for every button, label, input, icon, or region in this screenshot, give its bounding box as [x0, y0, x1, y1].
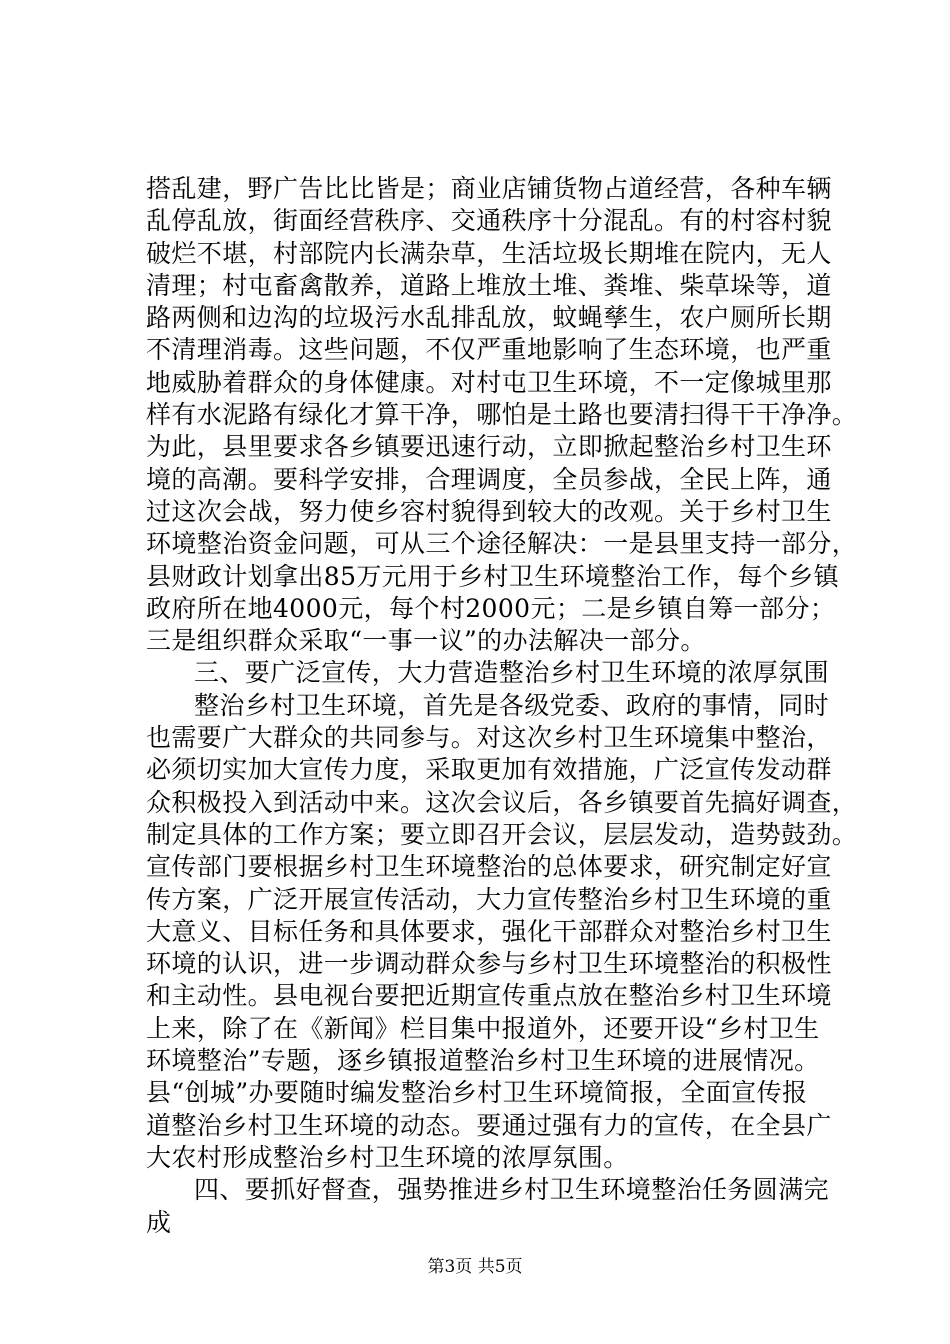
body-line: 大意义、目标任务和具体要求，强化干部群众对整治乡村卫生	[146, 916, 832, 946]
body-line: 破烂不堪，村部院内长满杂草，生活垃圾长期堆在院内，无人	[146, 238, 832, 268]
body-line: 境的高潮。要科学安排，合理调度，全员参战，全民上阵，通	[146, 464, 832, 494]
body-line: 路两侧和边沟的垃圾污水乱排乱放，蚊蝇孳生，农户厕所长期	[146, 303, 832, 333]
body-line: 不清理消毒。这些问题，不仅严重地影响了生态环境，也严重	[146, 335, 832, 365]
body-line: 上来，除了在《新闻》栏目集中报道外，还要开设“乡村卫生	[146, 1013, 820, 1043]
body-line: 大农村形成整治乡村卫生环境的浓厚氛围。	[146, 1142, 629, 1172]
body-line: 制定具体的工作方案；要立即召开会议，层层发动，造势鼓劲。	[146, 819, 858, 849]
body-line: 搭乱建，野广告比比皆是；商业店铺货物占道经营，各种车辆	[146, 174, 832, 203]
body-line: 成	[146, 1207, 172, 1237]
section-heading-3: 三、要广泛宣传，大力营造整治乡村卫生环境的浓厚氛围	[194, 658, 830, 688]
body-line: 乱停乱放，街面经营秩序、交通秩序十分混乱。有的村容村貌	[146, 206, 832, 236]
paragraph-start-line: 整治乡村卫生环境，首先是各级党委、政府的事情，同时	[194, 690, 830, 720]
body-line: 道整治乡村卫生环境的动态。要通过强有力的宣传，在全县广	[146, 1110, 832, 1140]
document-body	[146, 173, 858, 1239]
body-line: 样有水泥路有绿化才算干净，哪怕是土路也要清扫得干干净净。	[146, 400, 858, 430]
body-line: 传方案，广泛开展宣传活动，大力宣传整治乡村卫生环境的重	[146, 884, 832, 914]
body-line: 必须切实加大宣传力度，采取更加有效措施，广泛宣传发动群	[146, 755, 832, 785]
body-line: 宣传部门要根据乡村卫生环境整治的总体要求，研究制定好宣	[146, 852, 832, 882]
body-line: 也需要广大群众的共同参与。对这次乡村卫生环境集中整治，	[146, 723, 832, 753]
body-line: 县“创城”办要随时编发整治乡村卫生环境简报，全面宣传报	[146, 1078, 808, 1108]
body-line: 过这次会战，努力使乡容村貌得到较大的改观。关于乡村卫生	[146, 496, 832, 526]
body-line: 环境整治资金问题，可从三个途径解决：一是县里支持一部分，	[146, 529, 858, 559]
body-line: 环境整治”专题，逐乡镇报道整治乡村卫生环境的进展情况。	[146, 1046, 820, 1076]
body-line: 环境的认识，进一步调动群众参与乡村卫生环境整治的积极性	[146, 949, 832, 979]
body-line: 政府所在地4000元，每个村2000元；二是乡镇自筹一部分；	[146, 593, 836, 623]
body-line: 地威胁着群众的身体健康。对村屯卫生环境，不一定像城里那	[146, 367, 832, 397]
body-line: 和主动性。县电视台要把近期宣传重点放在整治乡村卫生环境	[146, 981, 832, 1011]
body-line: 清理；村屯畜禽散养，道路上堆放土堆、粪堆、柴草垛等，道	[146, 270, 832, 300]
body-line: 众积极投入到活动中来。这次会议后，各乡镇要首先搞好调查，	[146, 787, 858, 817]
section-heading-4: 四、要抓好督查，强势推进乡村卫生环境整治任务圆满完	[194, 1175, 830, 1205]
page-number-footer: 第3页 共5页	[427, 1257, 523, 1277]
body-line: 为此，县里要求各乡镇要迅速行动，立即掀起整治乡村卫生环	[146, 432, 832, 462]
body-line: 县财政计划拿出85万元用于乡村卫生环境整治工作，每个乡镇	[146, 561, 840, 591]
body-line: 三是组织群众采取“一事一议”的办法解决一部分。	[146, 626, 706, 656]
